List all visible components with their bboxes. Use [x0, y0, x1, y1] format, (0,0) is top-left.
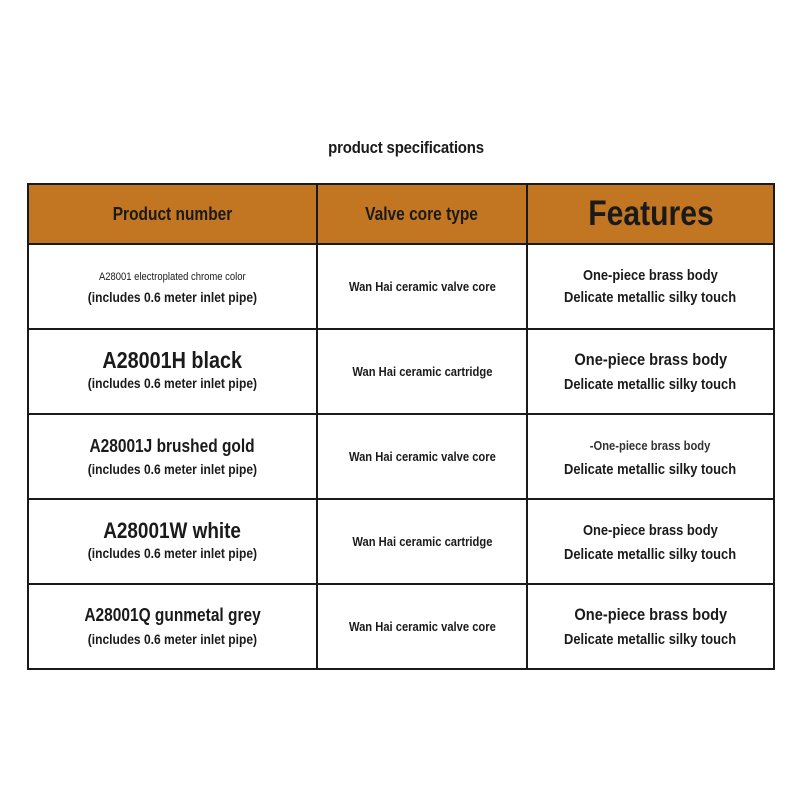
product-pipe-note: (includes 0.6 meter inlet pipe)	[87, 460, 258, 477]
header-valve-core-type-label: Valve core type	[365, 203, 479, 224]
product-cell	[28, 414, 317, 499]
product-pipe-note: (includes 0.6 meter inlet pipe)	[87, 288, 258, 305]
valve-cell	[317, 244, 527, 329]
features-cell	[527, 329, 774, 414]
feature-2: Delicate metallic silky touch	[564, 376, 737, 394]
product-cell	[28, 499, 317, 584]
header-features-label: Features	[587, 194, 714, 233]
product-pipe-note: (includes 0.6 meter inlet pipe)	[87, 631, 258, 648]
table-row	[28, 329, 774, 414]
feature-1: One-piece brass body	[583, 521, 718, 539]
feature-2: Delicate metallic silky touch	[564, 288, 737, 306]
product-name: A28001W white	[103, 517, 242, 543]
feature-1: -One-piece brass body	[590, 437, 711, 453]
valve-type: Wan Hai ceramic cartridge	[351, 363, 493, 379]
header-product-number-label: Product number	[112, 203, 233, 224]
product-name: A28001J brushed gold	[89, 435, 256, 456]
table-row	[28, 499, 774, 584]
table-row	[28, 414, 774, 499]
page-title: product specifications	[328, 138, 484, 157]
product-name: A28001 electroplated chrome color	[99, 270, 246, 283]
feature-1: One-piece brass body	[583, 266, 718, 284]
header-product-number	[28, 184, 317, 244]
product-pipe-note: (includes 0.6 meter inlet pipe)	[87, 544, 258, 561]
product-cell	[28, 244, 317, 329]
specifications-table	[27, 183, 775, 670]
feature-2: Delicate metallic silky touch	[564, 545, 737, 563]
valve-cell	[317, 329, 527, 414]
table-row	[28, 244, 774, 329]
features-cell	[527, 584, 774, 669]
feature-1: One-piece brass body	[574, 605, 727, 625]
product-name: A28001H black	[102, 347, 243, 374]
header-row	[28, 184, 774, 244]
feature-2: Delicate metallic silky touch	[564, 460, 737, 478]
features-cell	[527, 244, 774, 329]
valve-cell	[317, 584, 527, 669]
product-pipe-note: (includes 0.6 meter inlet pipe)	[87, 375, 258, 392]
valve-type: Wan Hai ceramic valve core	[348, 448, 496, 464]
table-row	[28, 584, 774, 669]
valve-cell	[317, 414, 527, 499]
features-cell	[527, 499, 774, 584]
product-cell	[28, 329, 317, 414]
valve-type: Wan Hai ceramic cartridge	[351, 533, 493, 549]
features-cell	[527, 414, 774, 499]
product-name: A28001Q gunmetal grey	[84, 605, 261, 626]
valve-type: Wan Hai ceramic valve core	[348, 618, 496, 634]
product-cell	[28, 584, 317, 669]
header-features	[527, 184, 774, 244]
valve-cell	[317, 499, 527, 584]
valve-type: Wan Hai ceramic valve core	[348, 278, 496, 294]
header-valve-core-type	[317, 184, 527, 244]
feature-1: One-piece brass body	[574, 350, 727, 370]
feature-2: Delicate metallic silky touch	[564, 631, 737, 649]
